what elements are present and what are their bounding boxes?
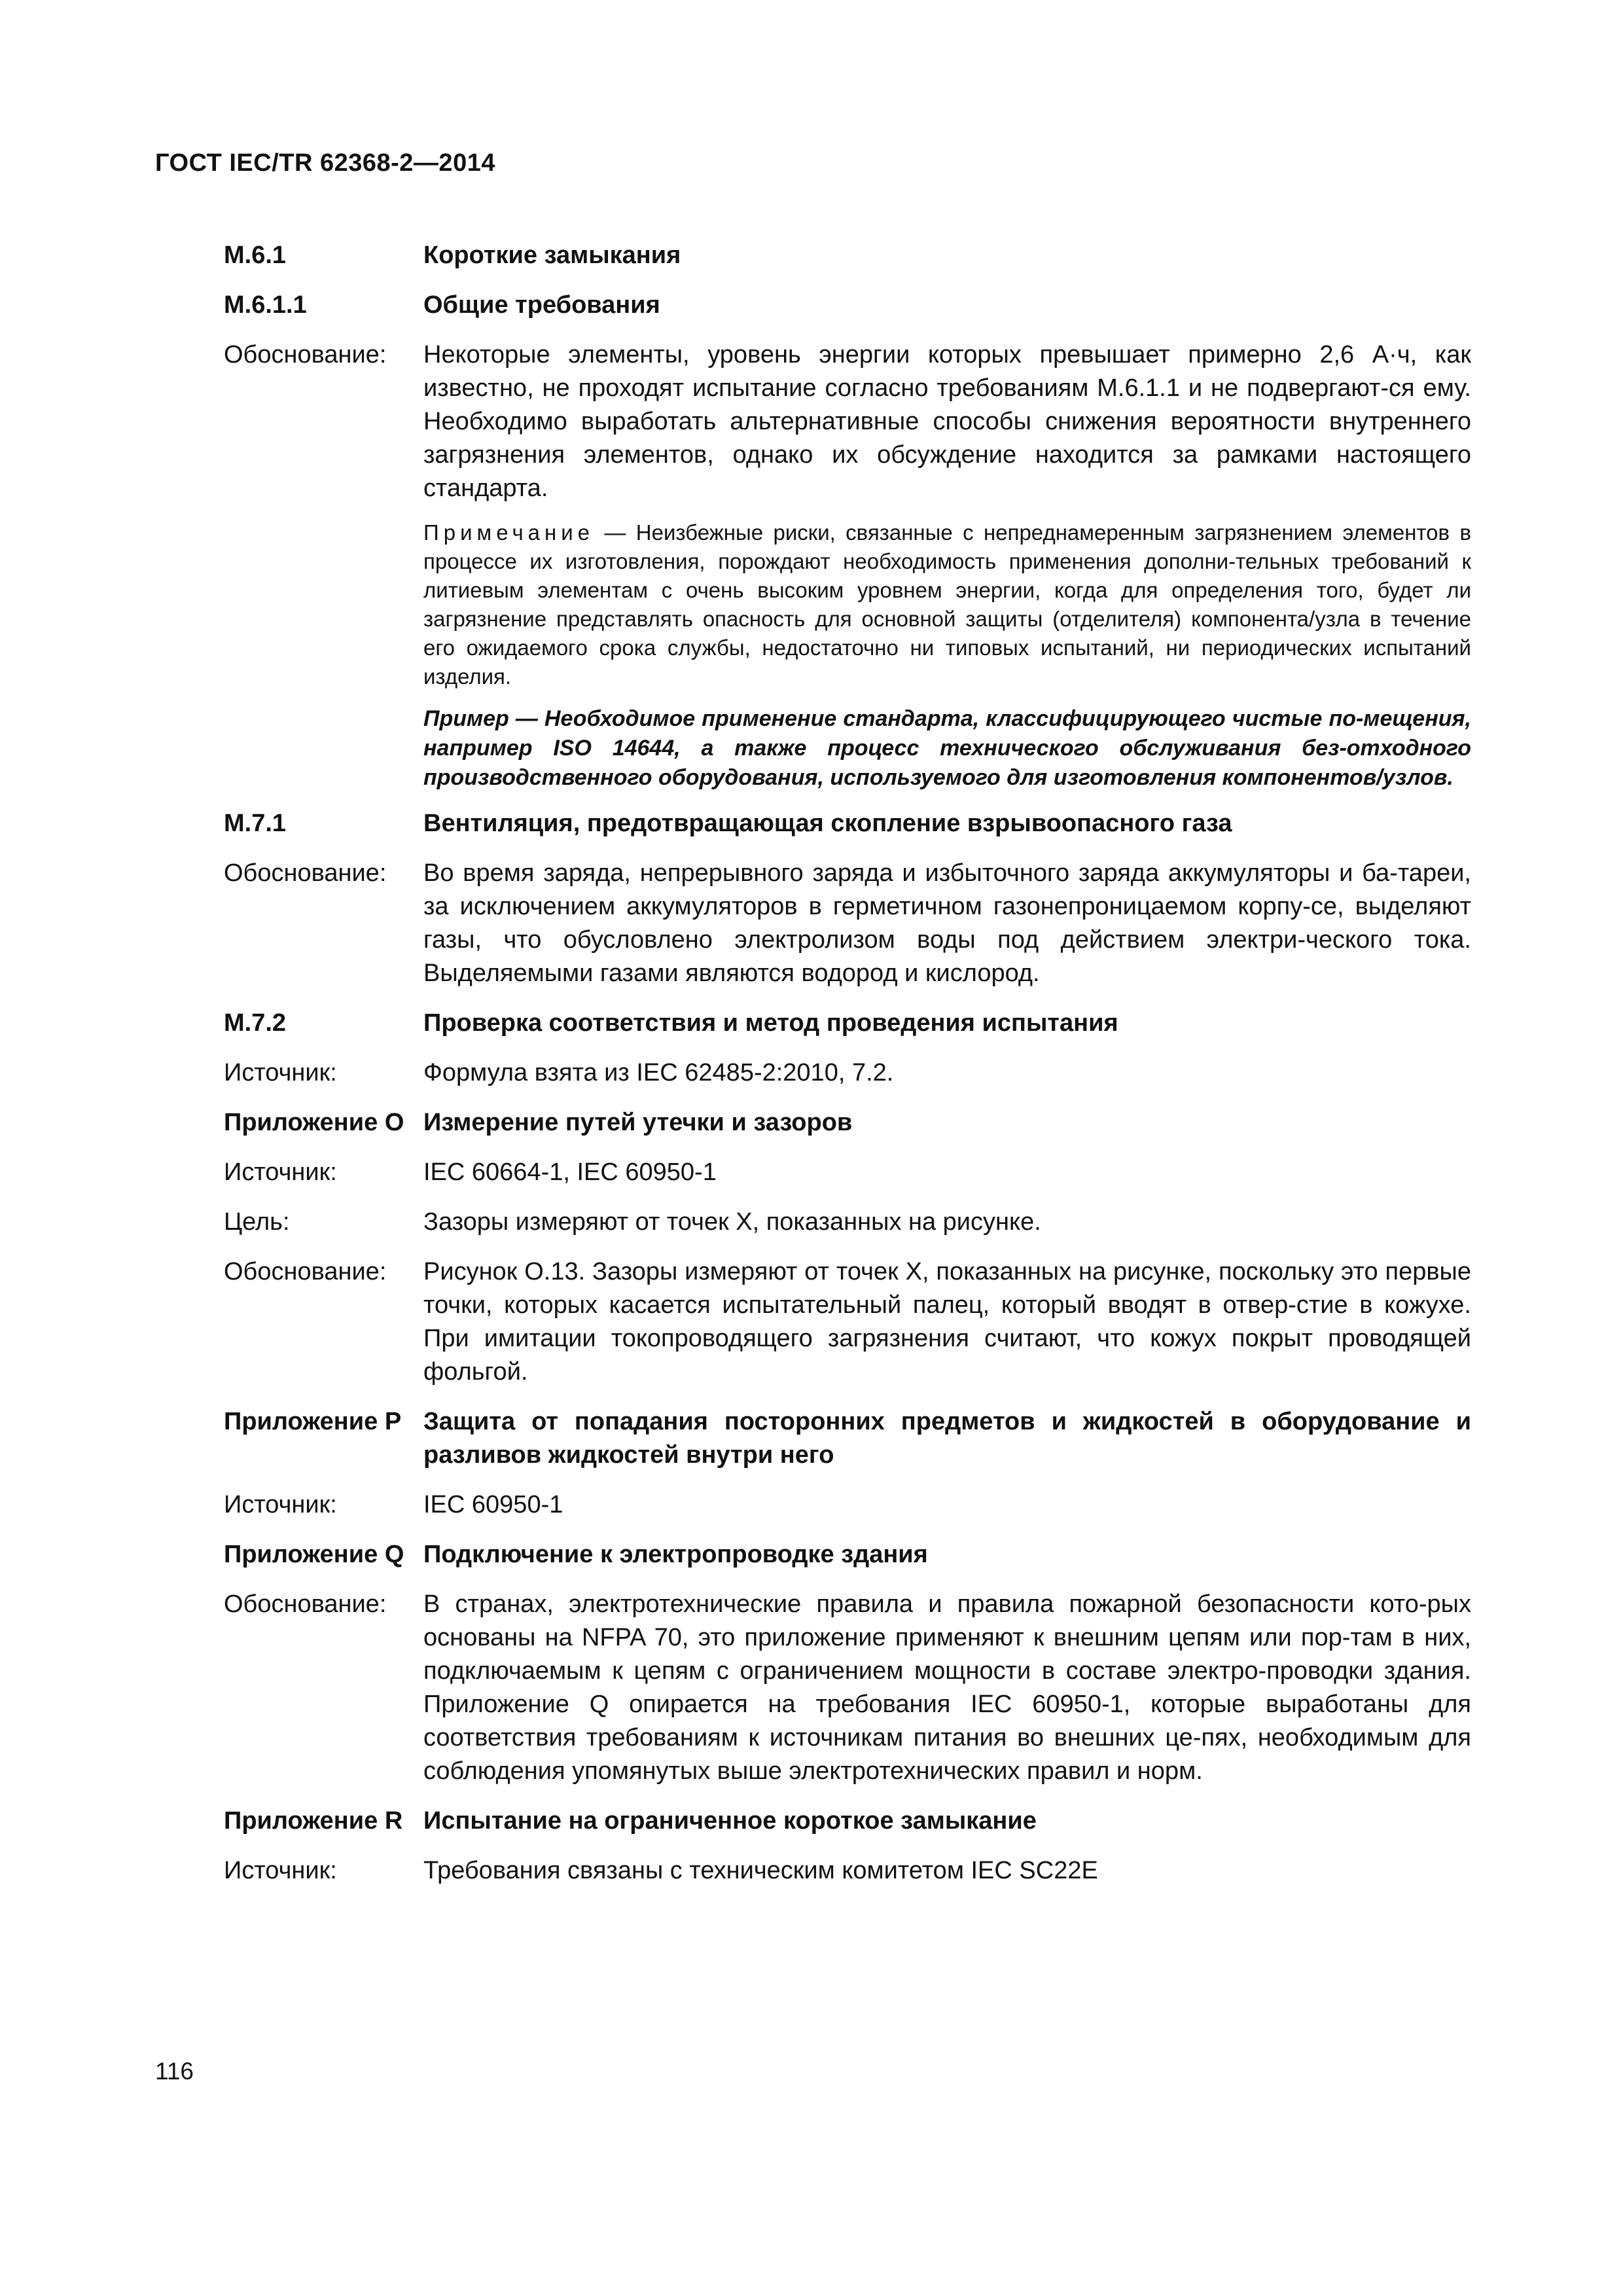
note-label: Примечание (423, 520, 595, 545)
annex-title: Испытание на ограниченное короткое замыкание (423, 1807, 1037, 1835)
source-entry (224, 1854, 1471, 1888)
section-number: M.7.2 (224, 1009, 287, 1037)
note-paragraph (423, 518, 1471, 691)
entry-label: Обоснование: (224, 341, 387, 368)
page-number: 116 (155, 2058, 194, 2085)
section-number: M.6.1.1 (224, 291, 307, 319)
annex-heading (224, 1106, 1471, 1139)
section-title: Проверка соответствия и метод проведения испытания (423, 1009, 1118, 1037)
annex-label: Приложение O (224, 1109, 404, 1136)
annex-heading (224, 1804, 1471, 1838)
document-header: ГОСТ IEC/TR 62368-2—2014 (155, 149, 495, 177)
entry-label: Обоснование: (224, 1590, 387, 1618)
section-title: Общие требования (423, 291, 660, 319)
entry-text: Некоторые элементы, уровень энергии которых превышает примерно 2,6 А·ч, как известно, не проходят испытание согласно требованиям М.6.1.1 и не подвергают-ся ему. Необходимо выработать альтернативные способы снижения вероятности внутреннего загрязнения элементов, однако их обсуждение находится за рамками настоящего стандарта. (423, 341, 1471, 502)
entry-text: В странах, электротехнические правила и правила пожарной безопасности кото-рых основаны на NFPA 70, это приложение применяют к внешним цепям или пор-там в них, подключаемым к цепям с ограничением мощности в составе электро-проводки здания. Приложение Q опирается на требования IEC 60950-1, которые выработаны для соответствия требованиям к источникам питания во внешних це-пях, необходимым для соблюдения упомянутых выше электротехнических правил и норм. (423, 1590, 1471, 1785)
entry-label: Цель: (224, 1208, 290, 1236)
entry-label: Источник: (224, 1491, 337, 1518)
section-heading (224, 289, 1471, 322)
entry-label: Источник: (224, 1857, 337, 1884)
annex-heading (224, 1538, 1471, 1571)
rationale-entry (224, 338, 1471, 505)
source-entry (224, 1488, 1471, 1522)
section-title: Вентиляция, предотвращающая скопление взрывоопасного газа (423, 810, 1232, 837)
annex-title: Подключение к электропроводке здания (423, 1541, 928, 1568)
entry-text: Формула взята из IEC 62485-2:2010, 7.2. (423, 1059, 894, 1086)
annex-title: Защита от попадания посторонних предметов и жидкостей в оборудование и разливов жидкостей внутри него (423, 1408, 1471, 1469)
source-entry (224, 1156, 1471, 1189)
rationale-entry (224, 1255, 1471, 1389)
entry-text: IEC 60950-1 (423, 1491, 563, 1518)
entry-label: Источник: (224, 1158, 337, 1186)
entry-text: Требования связаны с техническим комитетом IEC SC22E (423, 1857, 1098, 1884)
entry-label: Обоснование: (224, 1258, 387, 1285)
entry-text: Во время заряда, непрерывного заряда и избыточного заряда аккумуляторы и ба-тареи, за исключением аккумуляторов в герметичном газонепроницаемом корпу-се, выделяют газы, что обусловлено электролизом воды под действием электри-ческого тока. Выделяемыми газами являются водород и кислород. (423, 859, 1471, 987)
entry-label: Обоснование: (224, 859, 387, 887)
rationale-entry (224, 857, 1471, 990)
section-number: M.7.1 (224, 810, 287, 837)
entry-text: Рисунок О.13. Зазоры измеряют от точек X, показанных на рисунке, поскольку это первые точки, которых касается испытательный палец, который вводят в отвер-стие в кожухе. При имитации токопроводящего загрязнения считают, что кожух покрыт проводящей фольгой. (423, 1258, 1471, 1386)
entry-label: Источник: (224, 1059, 337, 1086)
annex-label: Приложение R (224, 1807, 403, 1835)
entry-text: IEC 60664-1, IEC 60950-1 (423, 1158, 717, 1186)
rationale-entry (224, 1588, 1471, 1788)
document-body (224, 239, 1471, 1888)
section-heading (224, 1007, 1471, 1040)
section-heading (224, 239, 1471, 272)
annex-title: Измерение путей утечки и зазоров (423, 1109, 853, 1136)
note-text: — Неизбежные риски, связанные с непреднамеренным загрязнением элементов в процессе их изготовления, порождают необходимость применения дополни-тельных требований к литиевым элементам с очень высоким уровнем энергии, когда для определения того, будет ли загрязнение представлять опасность для основной защиты (отделителя) компонента/узла в течение его ожидаемого срока службы, недостаточно ни типовых испытаний, ни периодических испытаний изделия. (423, 520, 1471, 689)
source-entry (224, 1056, 1471, 1090)
entry-text: Зазоры измеряют от точек X, показанных на рисунке. (423, 1208, 1041, 1236)
annex-heading (224, 1405, 1471, 1472)
purpose-entry (224, 1206, 1471, 1239)
section-number: M.6.1 (224, 242, 287, 269)
annex-label: Приложение Q (224, 1541, 404, 1568)
section-title: Короткие замыкания (423, 242, 681, 269)
annex-label: Приложение P (224, 1408, 402, 1435)
section-heading (224, 807, 1471, 840)
example-paragraph: Пример — Необходимое применение стандарта, классифицирующего чистые по-мещения, например ISO 14644, а также процесс технического обслуживания без-отходного производственного оборудования, используемого для изготовления компонентов/узлов. (423, 706, 1471, 790)
